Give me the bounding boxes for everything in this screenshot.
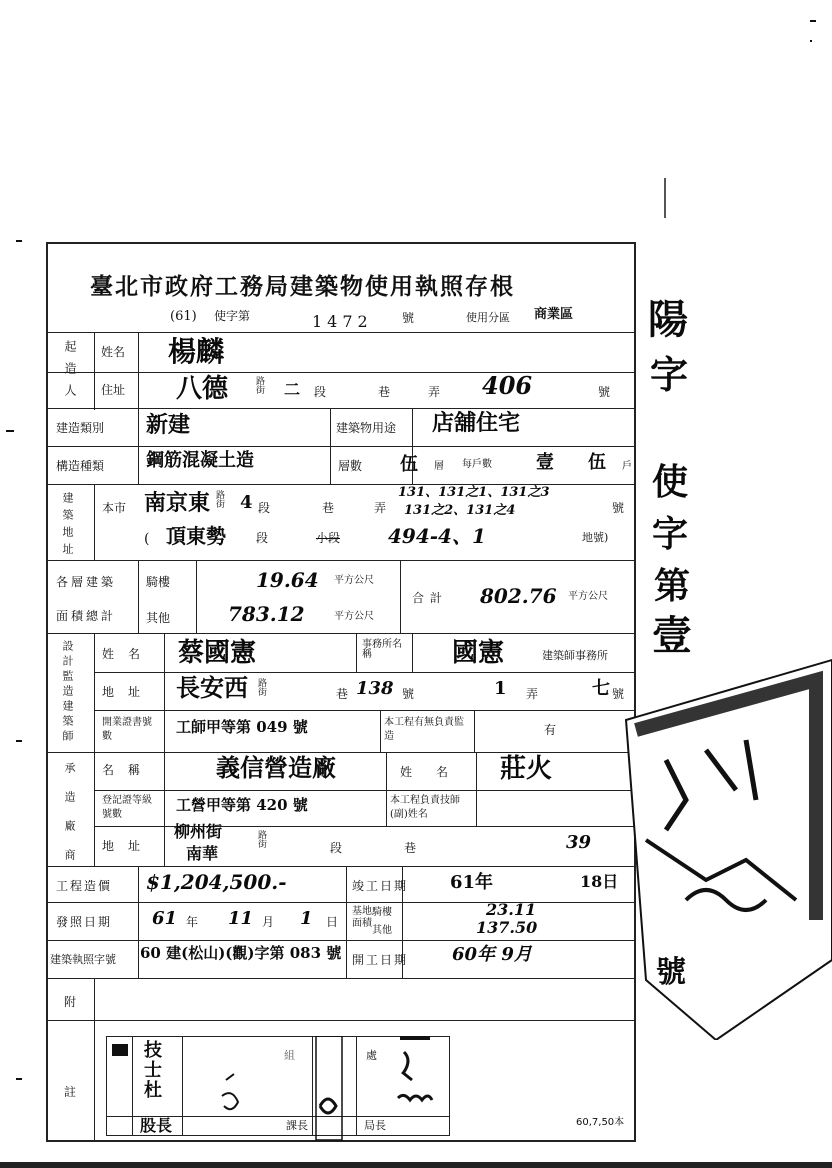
structure-label: 構造種類 (56, 459, 105, 473)
architect-addr-floor-label: 弄 (526, 687, 539, 701)
cost-label: 工程造價 (56, 879, 113, 893)
site-section-label: 段 (258, 501, 271, 515)
floors-label: 層數 (338, 459, 363, 473)
builder-group-label: 起造人 (63, 340, 77, 406)
number-suffix: 號 (402, 311, 415, 325)
units-unit: 戶 (622, 461, 632, 472)
architect-addr-extra-label: 號 (612, 687, 625, 701)
document-title: 臺北市政府工務局建築物使用執照存根 (90, 273, 515, 300)
remarks-label-1: 附 (64, 995, 77, 1009)
area-total-label: 合計 (412, 591, 449, 605)
architect-addr-floor: 1 (494, 678, 507, 699)
builder-addr-section: 二 (284, 380, 301, 399)
signature-director: 局長 (364, 1119, 386, 1132)
architect-addr-road: 長安西 (176, 673, 248, 702)
area-total-value: 802.76 (480, 584, 557, 608)
construction-type-value: 新建 (146, 412, 191, 438)
area-group-label-2: 面積總計 (56, 609, 117, 623)
contractor-addr-suffix: 路街 (258, 831, 268, 850)
architect-group-label: 設計監造建築師 (61, 640, 74, 745)
contractor-person-value: 莊火 (500, 754, 553, 784)
area-other-unit: 平方公尺 (334, 611, 374, 622)
architect-address-label: 地址 (102, 685, 155, 699)
permit-number: 1472 (312, 312, 373, 331)
signature-group-label: 組 (284, 1049, 295, 1062)
footer-code: 60,7,50本 (576, 1117, 625, 1128)
side-glyph-5: 第 (654, 565, 691, 607)
remarks-label-2: 註 (64, 1085, 77, 1099)
floors-unit: 層 (434, 461, 444, 472)
site-road: 南京東 (144, 490, 211, 516)
site-lot-prefix: ( (144, 531, 150, 547)
building-use-value: 店舖住宅 (432, 410, 521, 436)
floors-value: 伍 (400, 454, 418, 475)
contractor-addr-value: 柳州街 (174, 822, 223, 841)
start-date-value: 60年 9月 (452, 944, 532, 965)
issue-year: 61 (152, 908, 178, 929)
units-value: 壹 (536, 452, 554, 473)
side-glyph-4: 字 (652, 513, 689, 555)
architect-addr-no-label: 號 (402, 687, 415, 701)
contractor-group-label: 承造廠商 (63, 762, 76, 878)
site-road-suffix: 路街 (216, 491, 226, 510)
builder-name-label: 姓名 (101, 345, 126, 359)
side-glyph-7: 號 (656, 955, 686, 990)
area-arcade-value: 19.64 (256, 568, 319, 592)
year-code: (61) (170, 309, 197, 324)
contractor-reg-label: 登記證等級號數 (102, 795, 152, 820)
issue-date-label: 發照日期 (56, 915, 113, 929)
architect-addr-alley-label: 巷 (336, 687, 349, 701)
site-section: 4 (240, 492, 253, 513)
completion-label: 竣工日期 (352, 879, 409, 893)
area-group-label-1: 各層建築 (56, 575, 117, 589)
area-total-unit: 平方公尺 (568, 591, 608, 602)
contractor-addr-section-label: 段 (330, 841, 343, 855)
site-lane-label: 巷 (322, 501, 335, 515)
units-label: 每戶數 (462, 459, 492, 470)
architect-cert-label: 開業證書號數 (102, 717, 152, 742)
issue-month-unit: 月 (262, 915, 275, 929)
architect-supervisor-value: 有 (544, 723, 557, 737)
license-label: 建築執照字號 (50, 953, 116, 966)
construction-type-label: 建造類別 (56, 421, 105, 435)
zone-label: 使用分區 (466, 311, 510, 324)
issue-month: 11 (228, 908, 254, 929)
site-lot-subsection-label: 小段 (316, 531, 341, 545)
completion-value: 61年 (450, 872, 494, 893)
architect-office-label: 事務所名稱 (362, 639, 402, 660)
side-glyph-1: 陽 (648, 296, 688, 343)
builder-addr-no: 406 (482, 371, 533, 400)
contractor-tech-label: 本工程負責技師(副)姓名 (390, 795, 460, 820)
architect-name-value: 蔡國憲 (178, 638, 257, 668)
base-arcade-label: 騎樓 (372, 907, 392, 918)
contractor-addr-lane-label: 巷 (404, 841, 417, 855)
area-other-value: 783.12 (228, 602, 305, 626)
side-glyph-6: 壹 (652, 612, 692, 659)
structure-value: 鋼筋混凝土造 (146, 450, 254, 471)
contractor-addr-no: 39 (566, 832, 592, 853)
architect-cert-value: 工師甲等第 049 號 (176, 718, 308, 736)
signature-office-label: 處 (366, 1049, 377, 1062)
site-lot-number: 494-4、1 (388, 524, 486, 548)
contractor-address-label: 地址 (102, 839, 155, 853)
base-other-value: 137.50 (476, 918, 538, 937)
builder-addr-no-label: 號 (598, 385, 611, 399)
area-arcade-label: 騎樓 (146, 575, 171, 589)
side-glyph-3: 使 (652, 461, 689, 503)
architect-addr-no: 138 (356, 678, 394, 699)
issue-day-unit: 日 (326, 915, 339, 929)
site-numbers-line2: 131之2、131之4 (404, 503, 516, 518)
completion-day: 18日 (580, 872, 619, 891)
builder-address-label: 住址 (101, 383, 126, 397)
site-numbers-line1: 131、131之1、131之3 (398, 485, 550, 500)
contractor-addr-value-2: 南華 (186, 844, 219, 863)
site-city-label: 本市 (102, 501, 127, 515)
builder-addr-section-label: 段 (314, 385, 327, 399)
issue-day: 1 (300, 908, 313, 929)
architect-supervisor-label: 本工程有無負責監造 (384, 717, 464, 742)
site-no-label: 號 (612, 501, 625, 515)
permit-prefix: 使字第 (214, 309, 251, 323)
side-glyph-2: 字 (650, 352, 689, 397)
site-lot-name: 頂東勢 (166, 524, 226, 548)
area-other-label: 其他 (146, 611, 171, 625)
contractor-reg-value: 工營甲等第 420 號 (176, 796, 308, 814)
base-arcade-value: 23.11 (486, 900, 537, 919)
signature-tech: 技士杜 (141, 1040, 162, 1100)
contractor-name-label: 名稱 (102, 763, 155, 777)
signature-section-chief: 股長 (140, 1116, 173, 1135)
site-alley-label: 弄 (374, 501, 387, 515)
builder-addr-lane-label: 巷 (378, 385, 391, 399)
units-value-2: 伍 (588, 452, 606, 473)
site-lot-section-label: 段 (256, 531, 269, 545)
builder-addr-alley-label: 弄 (428, 385, 441, 399)
area-arcade-unit: 平方公尺 (334, 575, 374, 586)
contractor-name-value: 義信營造廠 (216, 753, 336, 782)
base-other-label: 其他 (372, 925, 392, 936)
architect-office-value: 國憲 (452, 638, 505, 668)
builder-addr-road-suffix: 路街 (256, 377, 266, 396)
start-date-label: 開工日期 (352, 953, 409, 967)
contractor-person-label: 姓名 (400, 765, 473, 779)
architect-name-label: 姓名 (102, 647, 155, 661)
architect-office-suffix: 建築師事務所 (542, 649, 608, 662)
site-group-label: 建築地址 (61, 492, 74, 560)
issue-year-unit: 年 (186, 915, 199, 929)
signature-division-chief: 課長 (286, 1119, 308, 1132)
zone-value: 商業區 (534, 307, 574, 322)
architect-addr-extra: 七 (592, 678, 610, 699)
cost-value: $1,204,500.- (146, 870, 287, 894)
building-use-label: 建築物用途 (336, 421, 397, 435)
builder-addr-road: 八德 (176, 374, 229, 404)
base-area-label: 基地面積 (352, 906, 372, 929)
builder-name-value: 楊麟 (168, 335, 225, 368)
license-value: 60 建(松山)(觀)字第 083 號 (140, 944, 342, 962)
architect-addr-road-suffix: 路街 (258, 679, 268, 698)
site-lot-suffix: 地號) (582, 531, 609, 544)
